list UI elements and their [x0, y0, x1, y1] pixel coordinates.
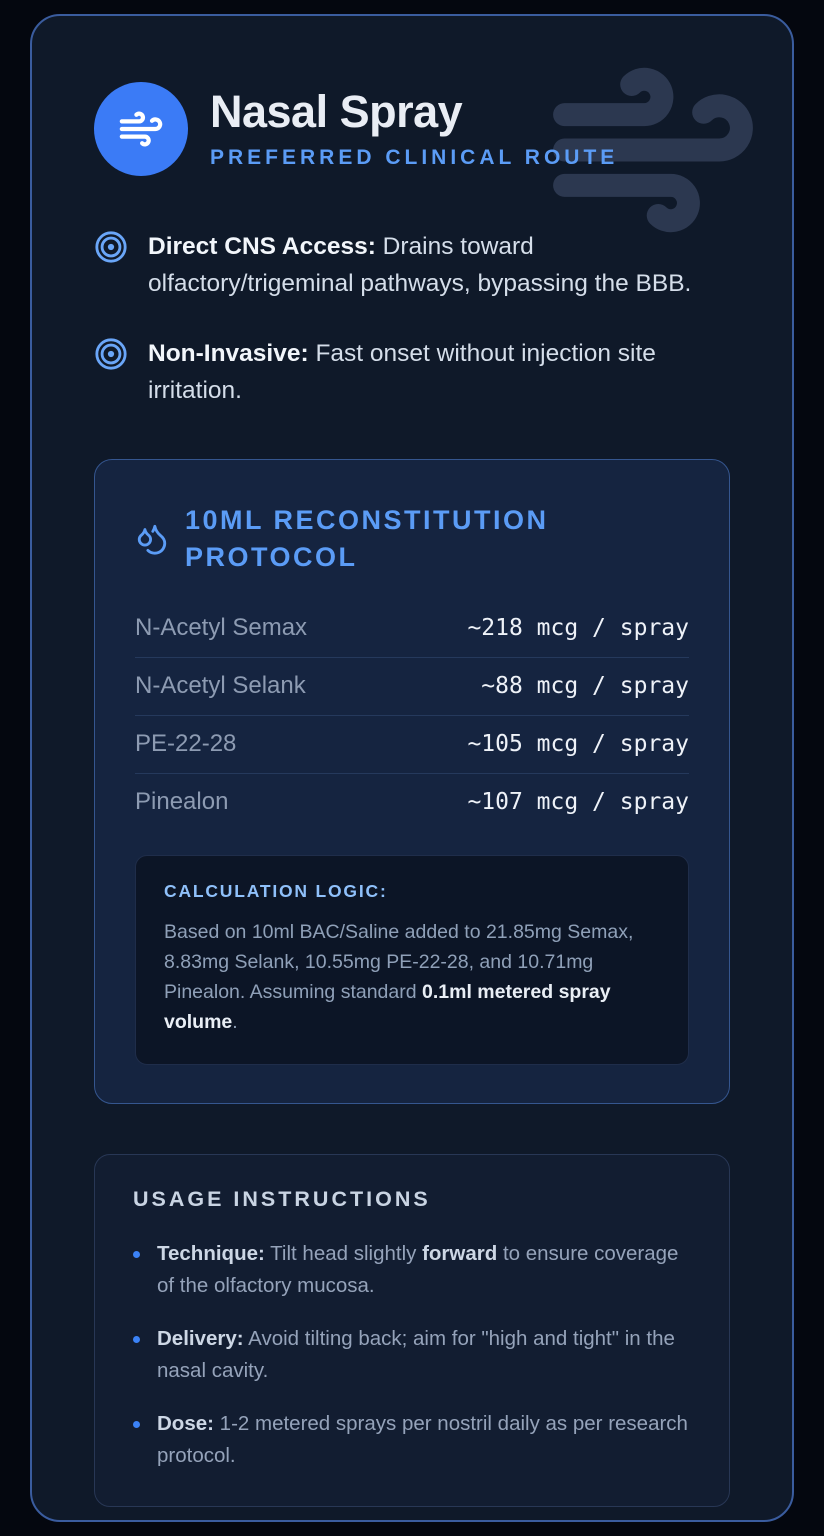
- peptide-name: PE-22-28: [135, 730, 237, 757]
- nasal-spray-card: [30, 14, 794, 1522]
- header-text: [210, 88, 618, 169]
- usage-text: Dose: 1-2 metered sprays per nostril daily as per research protocol.: [157, 1412, 688, 1467]
- page-subtitle: PREFERRED CLINICAL ROUTE: [210, 145, 619, 169]
- usage-item: [133, 1323, 691, 1387]
- card-header: [94, 82, 730, 176]
- peptide-dose: ~107 mcg / spray: [467, 789, 689, 815]
- usage-label: Technique:: [157, 1242, 265, 1265]
- usage-instructions-card: [94, 1154, 730, 1507]
- protocol-title: 10ML RECONSTITUTION PROTOCOL: [185, 505, 549, 572]
- calculation-bold: 0.1ml metered spray volume: [164, 981, 611, 1033]
- usage-title: USAGE INSTRUCTIONS: [133, 1187, 431, 1211]
- peptide-dose: ~105 mcg / spray: [467, 731, 689, 757]
- usage-text: Delivery: Avoid tilting back; aim for "high and tight" in the nasal cavity.: [157, 1327, 675, 1382]
- usage-item: [133, 1238, 691, 1302]
- table-row: [135, 658, 689, 716]
- feature-label: Non-Invasive:: [148, 340, 309, 367]
- feature-text: Direct CNS Access: Drains toward olfactory/trigeminal pathways, bypassing the BBB.: [148, 233, 692, 297]
- usage-label: Delivery:: [157, 1327, 244, 1350]
- table-row: [135, 774, 689, 831]
- usage-text: Technique: Tilt head slightly forward to ensure coverage of the olfactory mucosa.: [157, 1242, 679, 1297]
- peptide-name: N-Acetyl Selank: [135, 672, 306, 699]
- page-title: Nasal Spray: [210, 86, 463, 138]
- calculation-body: Based on 10ml BAC/Saline added to 21.85mg Semax, 8.83mg Selank, 10.55mg PE-22-28, and 10.71mg Pinealon. Assuming standard 0.1ml metered spray volume.: [164, 921, 634, 1033]
- peptide-name: Pinealon: [135, 788, 229, 815]
- bullet-dot: [133, 1251, 140, 1258]
- peptide-dose: ~218 mcg / spray: [467, 615, 689, 641]
- bullet-dot: [133, 1336, 140, 1343]
- peptide-name: N-Acetyl Semax: [135, 614, 308, 641]
- usage-list: [133, 1238, 691, 1472]
- table-row: [135, 716, 689, 774]
- table-row: [135, 600, 689, 658]
- usage-item: [133, 1408, 691, 1472]
- feature-item: [94, 228, 730, 302]
- calculation-logic-box: [135, 855, 689, 1065]
- calculation-title: CALCULATION LOGIC:: [164, 881, 388, 901]
- protocol-table: [135, 600, 689, 831]
- droplets-icon: [135, 522, 169, 556]
- reconstitution-protocol-card: [94, 459, 730, 1104]
- wind-badge: [94, 82, 188, 176]
- feature-list: [94, 228, 730, 409]
- peptide-dose: ~88 mcg / spray: [481, 673, 689, 699]
- target-icon: [94, 230, 128, 264]
- protocol-title-row: [135, 502, 689, 576]
- target-icon: [94, 337, 128, 371]
- feature-item: [94, 335, 730, 409]
- feature-label: Direct CNS Access:: [148, 233, 376, 260]
- feature-text: Non-Invasive: Fast onset without injection site irritation.: [148, 340, 656, 404]
- usage-emphasis: forward: [422, 1242, 498, 1265]
- bullet-dot: [133, 1421, 140, 1428]
- wind-icon: [118, 106, 164, 152]
- usage-label: Dose:: [157, 1412, 214, 1435]
